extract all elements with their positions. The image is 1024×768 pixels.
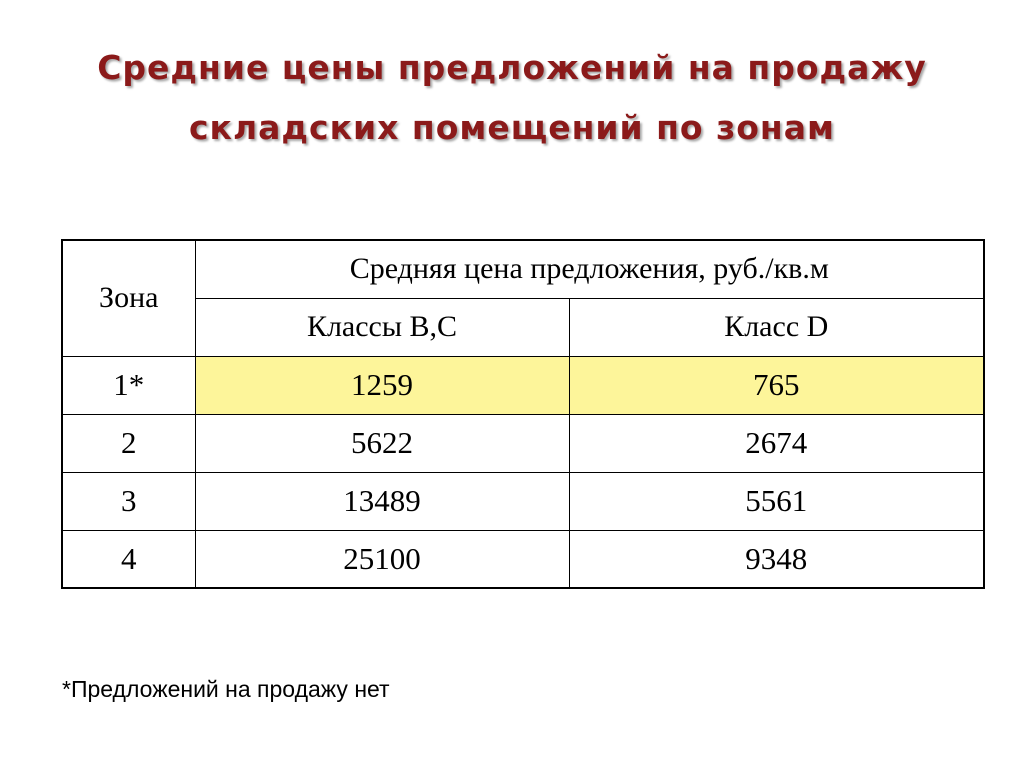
header-class-bc: Классы В,С xyxy=(195,298,569,356)
table-row xyxy=(62,530,984,588)
class-d-cell: 5561 xyxy=(569,472,984,530)
header-average-price: Средняя цена предложения, руб./кв.м xyxy=(195,240,984,298)
class-d-cell: 765 xyxy=(569,356,984,414)
slide-title xyxy=(0,38,1024,158)
class-bc-cell: 1259 xyxy=(195,356,569,414)
zone-cell: 3 xyxy=(62,472,195,530)
slide-title-line-2: складских помещений по зонам xyxy=(189,108,835,147)
footnote: *Предложений на продажу нет xyxy=(62,676,390,702)
table-row xyxy=(62,356,984,414)
class-bc-cell: 13489 xyxy=(195,472,569,530)
table-header-row xyxy=(62,240,984,298)
zone-cell: 1* xyxy=(62,356,195,414)
class-d-cell: 2674 xyxy=(569,414,984,472)
class-bc-cell: 25100 xyxy=(195,530,569,588)
price-table xyxy=(61,239,985,589)
slide-title-line-1: Средние цены предложений на продажу xyxy=(97,48,927,87)
zone-cell: 2 xyxy=(62,414,195,472)
class-bc-cell: 5622 xyxy=(195,414,569,472)
zone-cell: 4 xyxy=(62,530,195,588)
table-subheader-row xyxy=(62,298,984,356)
table-row xyxy=(62,472,984,530)
class-d-cell: 9348 xyxy=(569,530,984,588)
header-zone: Зона xyxy=(62,240,195,356)
table-row xyxy=(62,414,984,472)
header-class-d: Класс D xyxy=(569,298,984,356)
